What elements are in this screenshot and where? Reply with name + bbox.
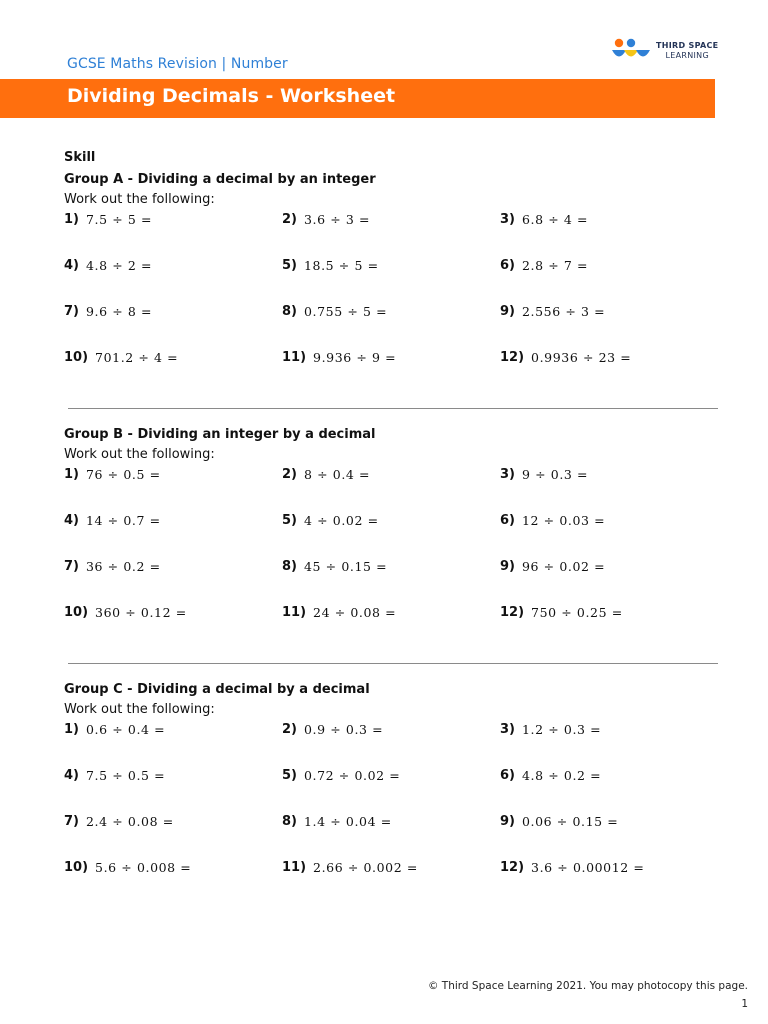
- question-item: [64, 348, 282, 394]
- question-item: [282, 557, 500, 603]
- question-expression: 0.72 ÷ 0.02 =: [304, 768, 401, 783]
- question-item: [500, 210, 718, 256]
- question-expression: 360 ÷ 0.12 =: [95, 605, 187, 620]
- question-expression: 96 ÷ 0.02 =: [522, 559, 606, 574]
- group-b: [64, 427, 724, 649]
- question-item: [500, 465, 718, 511]
- header-subtitle: GCSE Maths Revision | Number: [67, 56, 288, 72]
- group-title: Group A - Dividing a decimal by an integer: [64, 172, 376, 187]
- copyright-notice: © Third Space Learning 2021. You may photocopy this page.: [427, 980, 748, 992]
- question-expression: 0.9 ÷ 0.3 =: [304, 722, 384, 737]
- question-item: [64, 557, 282, 603]
- question-expression: 9 ÷ 0.3 =: [522, 467, 589, 482]
- question-number: 12): [500, 350, 525, 365]
- question-number: 12): [500, 860, 525, 875]
- question-number: 3): [500, 467, 515, 482]
- question-expression: 8 ÷ 0.4 =: [304, 467, 371, 482]
- page-number: 1: [741, 998, 748, 1010]
- question-number: 6): [500, 513, 515, 528]
- question-item: [64, 210, 282, 256]
- question-item: [500, 603, 718, 649]
- question-item: [500, 348, 718, 394]
- question-number: 8): [282, 304, 297, 319]
- question-number: 4): [64, 258, 79, 273]
- question-expression: 750 ÷ 0.25 =: [531, 605, 623, 620]
- question-expression: 0.755 ÷ 5 =: [304, 304, 388, 319]
- question-item: [282, 858, 500, 904]
- group-a: [64, 172, 724, 394]
- question-item: [282, 766, 500, 812]
- question-item: [64, 302, 282, 348]
- question-expression: 2.8 ÷ 7 =: [522, 258, 589, 273]
- question-number: 5): [282, 768, 297, 783]
- question-number: 1): [64, 212, 79, 227]
- question-item: [64, 858, 282, 904]
- logo-line-2: LEARNING: [665, 51, 709, 60]
- question-expression: 3.6 ÷ 3 =: [304, 212, 371, 227]
- question-expression: 12 ÷ 0.03 =: [522, 513, 606, 528]
- question-number: 2): [282, 467, 297, 482]
- question-number: 7): [64, 814, 79, 829]
- question-number: 8): [282, 559, 297, 574]
- group-title: Group C - Dividing a decimal by a decimal: [64, 682, 370, 697]
- question-item: [500, 302, 718, 348]
- question-number: 2): [282, 212, 297, 227]
- question-item: [282, 511, 500, 557]
- question-expression: 1.2 ÷ 0.3 =: [522, 722, 602, 737]
- question-item: [500, 858, 718, 904]
- question-number: 7): [64, 559, 79, 574]
- question-item: [282, 812, 500, 858]
- question-expression: 2.66 ÷ 0.002 =: [313, 860, 418, 875]
- question-expression: 2.4 ÷ 0.08 =: [86, 814, 174, 829]
- question-number: 11): [282, 605, 307, 620]
- question-item: [282, 603, 500, 649]
- question-number: 10): [64, 860, 89, 875]
- question-number: 9): [500, 304, 515, 319]
- question-expression: 45 ÷ 0.15 =: [304, 559, 388, 574]
- question-number: 11): [282, 350, 307, 365]
- question-expression: 4.8 ÷ 2 =: [86, 258, 153, 273]
- question-number: 9): [500, 814, 515, 829]
- group-instruction: Work out the following:: [64, 447, 215, 462]
- question-item: [64, 720, 282, 766]
- question-item: [500, 812, 718, 858]
- worksheet-content: [64, 150, 724, 904]
- question-item: [500, 256, 718, 302]
- question-groups: [64, 172, 724, 904]
- section-divider: [68, 408, 718, 409]
- question-expression: 18.5 ÷ 5 =: [304, 258, 379, 273]
- question-expression: 6.8 ÷ 4 =: [522, 212, 589, 227]
- logo-wordmark: [656, 41, 718, 61]
- question-item: [500, 766, 718, 812]
- question-item: [64, 812, 282, 858]
- question-expression: 3.6 ÷ 0.00012 =: [531, 860, 645, 875]
- question-expression: 0.9936 ÷ 23 =: [531, 350, 632, 365]
- question-expression: 76 ÷ 0.5 =: [86, 467, 161, 482]
- question-number: 5): [282, 513, 297, 528]
- question-number: 3): [500, 722, 515, 737]
- question-number: 8): [282, 814, 297, 829]
- question-expression: 4 ÷ 0.02 =: [304, 513, 379, 528]
- question-expression: 701.2 ÷ 4 =: [95, 350, 179, 365]
- question-expression: 7.5 ÷ 5 =: [86, 212, 153, 227]
- question-expression: 4.8 ÷ 0.2 =: [522, 768, 602, 783]
- question-item: [282, 348, 500, 394]
- question-item: [282, 256, 500, 302]
- group-instruction: Work out the following:: [64, 192, 215, 207]
- third-space-learning-logo: [610, 36, 718, 66]
- question-expression: 9.936 ÷ 9 =: [313, 350, 397, 365]
- question-number: 2): [282, 722, 297, 737]
- question-item: [64, 511, 282, 557]
- title-banner: [0, 79, 715, 118]
- skill-label: Skill: [64, 150, 96, 165]
- logo-mark-icon: [610, 37, 652, 65]
- section-divider: [68, 663, 718, 664]
- question-expression: 5.6 ÷ 0.008 =: [95, 860, 192, 875]
- question-number: 5): [282, 258, 297, 273]
- question-number: 12): [500, 605, 525, 620]
- group-title: Group B - Dividing an integer by a decimal: [64, 427, 376, 442]
- logo-line-1: THIRD SPACE: [656, 41, 719, 50]
- group-c: [64, 682, 724, 904]
- question-number: 4): [64, 513, 79, 528]
- question-number: 10): [64, 350, 89, 365]
- worksheet-title: Dividing Decimals - Worksheet: [67, 85, 396, 107]
- question-expression: 0.06 ÷ 0.15 =: [522, 814, 619, 829]
- question-number: 3): [500, 212, 515, 227]
- question-item: [282, 210, 500, 256]
- question-number: 4): [64, 768, 79, 783]
- question-item: [64, 766, 282, 812]
- question-grid: [64, 210, 724, 394]
- question-expression: 14 ÷ 0.7 =: [86, 513, 161, 528]
- question-item: [64, 256, 282, 302]
- question-expression: 36 ÷ 0.2 =: [86, 559, 161, 574]
- question-item: [500, 511, 718, 557]
- question-item: [500, 557, 718, 603]
- question-grid: [64, 720, 724, 904]
- question-number: 7): [64, 304, 79, 319]
- question-number: 11): [282, 860, 307, 875]
- question-expression: 24 ÷ 0.08 =: [313, 605, 397, 620]
- question-expression: 7.5 ÷ 0.5 =: [86, 768, 166, 783]
- question-item: [64, 603, 282, 649]
- question-item: [282, 720, 500, 766]
- question-expression: 9.6 ÷ 8 =: [86, 304, 153, 319]
- question-number: 6): [500, 768, 515, 783]
- question-number: 6): [500, 258, 515, 273]
- group-instruction: Work out the following:: [64, 702, 215, 717]
- question-item: [282, 465, 500, 511]
- question-number: 1): [64, 722, 79, 737]
- question-expression: 2.556 ÷ 3 =: [522, 304, 606, 319]
- question-number: 10): [64, 605, 89, 620]
- question-number: 1): [64, 467, 79, 482]
- question-item: [500, 720, 718, 766]
- question-expression: 1.4 ÷ 0.04 =: [304, 814, 392, 829]
- question-item: [64, 465, 282, 511]
- question-grid: [64, 465, 724, 649]
- question-expression: 0.6 ÷ 0.4 =: [86, 722, 166, 737]
- question-number: 9): [500, 559, 515, 574]
- question-item: [282, 302, 500, 348]
